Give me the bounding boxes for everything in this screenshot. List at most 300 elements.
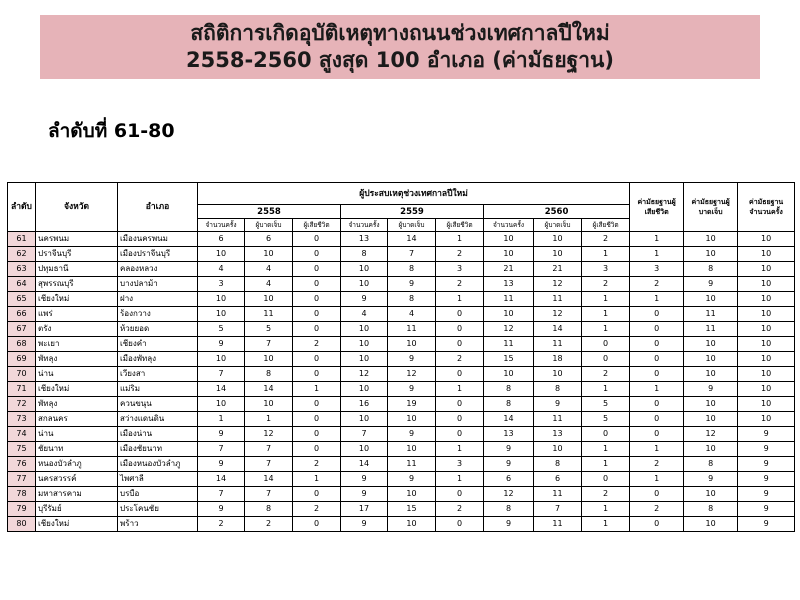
cell-value: 10 [388,412,436,427]
cell-district: ฝาง [118,292,198,307]
cell-value: 10 [684,367,738,382]
cell-district: ไพศาลี [118,472,198,487]
cell-province: ปทุมธานี [36,262,118,277]
cell-value: 0 [293,247,341,262]
cell-value: 10 [684,487,738,502]
table-row [8,517,795,532]
cell-value: 14 [484,412,534,427]
cell-value: 0 [293,397,341,412]
cell-value: 1 [582,307,630,322]
cell-value: 5 [582,397,630,412]
cell-value: 0 [582,427,630,442]
table-row [8,427,795,442]
cell-value: 10 [738,292,795,307]
cell-value: 16 [341,397,388,412]
cell-value: 2 [293,502,341,517]
cell-value: 10 [388,442,436,457]
cell-value: 8 [684,502,738,517]
cell-value: 10 [684,442,738,457]
cell-value: 8 [684,457,738,472]
cell-value: 9 [388,277,436,292]
cell-rank: 79 [8,502,36,517]
cell-value: 10 [484,247,534,262]
cell-value: 0 [293,517,341,532]
cell-value: 0 [293,322,341,337]
table-row [8,487,795,502]
cell-value: 1 [630,292,684,307]
cell-value: 0 [630,487,684,502]
cell-district: เมืองพัทลุง [118,352,198,367]
cell-value: 12 [245,427,293,442]
cell-district: เมืองหนองบัวลำภู [118,457,198,472]
cell-value: 10 [738,247,795,262]
cell-value: 0 [630,367,684,382]
cell-value: 9 [388,427,436,442]
cell-value: 7 [245,442,293,457]
cell-value: 0 [436,412,484,427]
cell-value: 9 [198,502,245,517]
cell-value: 0 [293,487,341,502]
cell-district: บางปลาม้า [118,277,198,292]
cell-district: ประโคนชัย [118,502,198,517]
cell-value: 2 [582,487,630,502]
cell-value: 10 [684,397,738,412]
cell-value: 12 [341,367,388,382]
cell-value: 2 [436,247,484,262]
cell-value: 1 [582,442,630,457]
cell-value: 12 [534,307,582,322]
table-row [8,382,795,397]
cell-value: 1 [630,232,684,247]
cell-value: 9 [684,277,738,292]
cell-province: หนองบัวลำภู [36,457,118,472]
cell-value: 10 [341,442,388,457]
cell-value: 3 [436,262,484,277]
cell-value: 11 [388,457,436,472]
cell-value: 5 [198,322,245,337]
cell-value: 10 [245,352,293,367]
cell-value: 9 [388,472,436,487]
header-year: 2558 [198,205,341,219]
cell-province: สกลนคร [36,412,118,427]
cell-value: 1 [436,292,484,307]
cell-value: 10 [198,352,245,367]
cell-value: 11 [534,517,582,532]
cell-province: น่าน [36,427,118,442]
cell-province: นครสวรรค์ [36,472,118,487]
cell-value: 10 [245,292,293,307]
cell-value: 10 [198,397,245,412]
cell-value: 9 [684,472,738,487]
cell-rank: 61 [8,232,36,247]
cell-value: 9 [484,517,534,532]
cell-value: 14 [341,457,388,472]
cell-value: 10 [738,232,795,247]
cell-province: นครพนม [36,232,118,247]
cell-value: 1 [582,247,630,262]
cell-district: ร้องกวาง [118,307,198,322]
cell-value: 9 [341,292,388,307]
header-sub-deaths: ผู้เสียชีวิต [293,219,341,232]
header-sub-injured: ผู้บาดเจ็บ [388,219,436,232]
cell-value: 8 [684,262,738,277]
cell-value: 0 [436,487,484,502]
cell-value: 10 [738,382,795,397]
cell-value: 10 [484,367,534,382]
header-median-count: ค่ามัธยฐานจำนวนครั้ง [738,183,795,232]
cell-value: 10 [684,412,738,427]
cell-value: 10 [341,352,388,367]
cell-value: 0 [293,232,341,247]
header-median-deaths: ค่ามัธยฐานผู้เสียชีวิต [630,183,684,232]
cell-value: 0 [293,442,341,457]
cell-value: 10 [341,277,388,292]
cell-value: 10 [198,307,245,322]
cell-value: 1 [582,457,630,472]
cell-value: 0 [293,352,341,367]
cell-province: พัทลุง [36,352,118,367]
cell-value: 11 [245,307,293,322]
cell-province: เชียงใหม่ [36,382,118,397]
cell-value: 14 [245,382,293,397]
cell-rank: 62 [8,247,36,262]
cell-value: 14 [534,322,582,337]
cell-value: 10 [341,337,388,352]
table-row [8,307,795,322]
header-group: ผู้ประสบเหตุช่วงเทศกาลปีใหม่ [198,183,630,205]
table-row [8,367,795,382]
cell-district: บรบือ [118,487,198,502]
cell-value: 13 [341,232,388,247]
cell-province: ชัยนาท [36,442,118,457]
cell-value: 2 [436,277,484,292]
cell-value: 2 [582,277,630,292]
cell-value: 4 [245,262,293,277]
title-line-2: 2558-2560 สูงสุด 100 อำเภอ (ค่ามัธยฐาน) [186,48,614,72]
cell-rank: 80 [8,517,36,532]
cell-value: 8 [341,247,388,262]
rank-range-heading: ลำดับที่ 61-80 [48,120,175,142]
cell-value: 10 [738,307,795,322]
cell-value: 9 [738,427,795,442]
cell-district: แม่ริม [118,382,198,397]
cell-value: 3 [436,457,484,472]
cell-value: 8 [388,292,436,307]
cell-value: 1 [630,382,684,397]
header-sub-injured: ผู้บาดเจ็บ [245,219,293,232]
table-row [8,352,795,367]
header-province: จังหวัด [36,183,118,232]
cell-value: 21 [484,262,534,277]
cell-value: 11 [388,322,436,337]
cell-district: สว่างแดนดิน [118,412,198,427]
table-row [8,277,795,292]
cell-rank: 65 [8,292,36,307]
cell-rank: 70 [8,367,36,382]
header-district: อำเภอ [118,183,198,232]
cell-value: 0 [630,517,684,532]
cell-value: 9 [738,457,795,472]
cell-value: 0 [293,277,341,292]
cell-value: 10 [684,337,738,352]
cell-value: 10 [738,352,795,367]
cell-value: 2 [436,352,484,367]
cell-value: 10 [534,247,582,262]
cell-rank: 73 [8,412,36,427]
cell-value: 1 [436,442,484,457]
cell-value: 9 [484,442,534,457]
cell-value: 0 [630,307,684,322]
cell-value: 1 [630,442,684,457]
cell-value: 9 [484,457,534,472]
header-median-injured: ค่ามัธยฐานผู้บาดเจ็บ [684,183,738,232]
cell-value: 3 [198,277,245,292]
cell-value: 10 [738,367,795,382]
cell-value: 1 [582,517,630,532]
cell-value: 10 [684,232,738,247]
cell-value: 9 [738,442,795,457]
cell-value: 9 [738,472,795,487]
cell-value: 1 [245,412,293,427]
cell-value: 10 [534,442,582,457]
cell-value: 7 [198,487,245,502]
header-sub-count: จำนวนครั้ง [341,219,388,232]
table-row [8,457,795,472]
cell-value: 9 [198,427,245,442]
cell-value: 9 [198,457,245,472]
table-row [8,397,795,412]
cell-value: 5 [582,412,630,427]
cell-province: แพร่ [36,307,118,322]
cell-value: 8 [534,457,582,472]
cell-value: 10 [534,232,582,247]
cell-value: 11 [534,487,582,502]
table-row [8,502,795,517]
cell-value: 0 [436,367,484,382]
cell-district: เวียงสา [118,367,198,382]
cell-value: 14 [245,472,293,487]
table-row [8,472,795,487]
cell-value: 6 [484,472,534,487]
cell-value: 6 [245,232,293,247]
cell-value: 10 [738,397,795,412]
cell-value: 7 [198,442,245,457]
table-row [8,442,795,457]
cell-value: 10 [388,337,436,352]
cell-value: 3 [582,262,630,277]
cell-value: 9 [738,487,795,502]
cell-rank: 76 [8,457,36,472]
cell-value: 2 [630,502,684,517]
cell-value: 12 [388,367,436,382]
cell-rank: 63 [8,262,36,277]
cell-province: พะเยา [36,337,118,352]
cell-value: 0 [582,472,630,487]
cell-value: 9 [738,502,795,517]
cell-value: 1 [436,472,484,487]
cell-value: 0 [582,352,630,367]
cell-value: 10 [484,307,534,322]
cell-value: 10 [341,382,388,397]
cell-value: 8 [484,382,534,397]
cell-value: 10 [684,352,738,367]
cell-value: 9 [738,517,795,532]
cell-value: 1 [630,472,684,487]
cell-value: 0 [630,412,684,427]
cell-value: 0 [293,292,341,307]
cell-value: 7 [341,427,388,442]
cell-value: 4 [198,262,245,277]
cell-value: 11 [534,412,582,427]
cell-value: 10 [388,487,436,502]
cell-value: 14 [198,472,245,487]
cell-value: 0 [436,397,484,412]
table-body [8,232,795,532]
cell-value: 14 [198,382,245,397]
cell-value: 10 [484,232,534,247]
cell-value: 0 [630,352,684,367]
title-banner [40,15,760,79]
cell-value: 0 [436,337,484,352]
cell-value: 2 [245,517,293,532]
cell-value: 10 [684,247,738,262]
cell-value: 2 [630,277,684,292]
cell-value: 10 [341,412,388,427]
cell-value: 17 [341,502,388,517]
cell-value: 10 [684,517,738,532]
header-sub-count: จำนวนครั้ง [484,219,534,232]
header-sub-deaths: ผู้เสียชีวิต [582,219,630,232]
cell-value: 0 [293,427,341,442]
cell-value: 14 [388,232,436,247]
cell-value: 0 [630,322,684,337]
cell-value: 11 [484,292,534,307]
cell-value: 13 [484,427,534,442]
cell-value: 12 [684,427,738,442]
cell-value: 11 [484,337,534,352]
cell-value: 3 [630,262,684,277]
header-sub-count: จำนวนครั้ง [198,219,245,232]
cell-value: 10 [738,322,795,337]
cell-province: มหาสารคาม [36,487,118,502]
cell-rank: 74 [8,427,36,442]
cell-value: 15 [388,502,436,517]
cell-value: 7 [388,247,436,262]
cell-value: 1 [582,322,630,337]
cell-value: 12 [484,322,534,337]
cell-value: 1 [436,382,484,397]
cell-value: 12 [484,487,534,502]
cell-value: 1 [582,502,630,517]
cell-province: น่าน [36,367,118,382]
cell-value: 21 [534,262,582,277]
cell-value: 8 [484,502,534,517]
cell-value: 10 [388,517,436,532]
table-row [8,232,795,247]
cell-value: 2 [293,457,341,472]
cell-value: 8 [388,262,436,277]
cell-value: 10 [738,412,795,427]
cell-value: 1 [436,232,484,247]
cell-value: 13 [484,277,534,292]
cell-value: 0 [630,337,684,352]
table-row [8,247,795,262]
cell-value: 1 [582,382,630,397]
header-year: 2559 [341,205,484,219]
cell-value: 1 [630,247,684,262]
header-sub-deaths: ผู้เสียชีวิต [436,219,484,232]
cell-value: 11 [684,322,738,337]
accident-statistics-table [7,182,795,532]
cell-value: 0 [293,412,341,427]
cell-value: 10 [684,292,738,307]
cell-value: 9 [341,472,388,487]
cell-value: 10 [341,322,388,337]
cell-value: 2 [582,232,630,247]
cell-value: 0 [293,262,341,277]
cell-value: 2 [198,517,245,532]
cell-value: 0 [582,337,630,352]
cell-rank: 75 [8,442,36,457]
cell-rank: 78 [8,487,36,502]
cell-value: 4 [388,307,436,322]
header-sub-injured: ผู้บาดเจ็บ [534,219,582,232]
cell-value: 8 [245,502,293,517]
cell-district: เมืองชัยนาท [118,442,198,457]
cell-value: 7 [245,487,293,502]
cell-value: 1 [293,472,341,487]
cell-value: 8 [484,397,534,412]
cell-value: 19 [388,397,436,412]
cell-value: 1 [198,412,245,427]
cell-value: 0 [436,427,484,442]
cell-value: 9 [388,352,436,367]
cell-district: เมืองน่าน [118,427,198,442]
cell-rank: 72 [8,397,36,412]
table-row [8,337,795,352]
cell-value: 7 [245,337,293,352]
cell-value: 1 [293,382,341,397]
cell-value: 2 [293,337,341,352]
cell-value: 2 [630,457,684,472]
cell-district: คลองหลวง [118,262,198,277]
cell-rank: 67 [8,322,36,337]
cell-district: ควนขนุน [118,397,198,412]
cell-province: เชียงใหม่ [36,292,118,307]
cell-rank: 71 [8,382,36,397]
cell-value: 11 [534,292,582,307]
cell-province: บุรีรัมย์ [36,502,118,517]
cell-province: เชียงใหม่ [36,517,118,532]
cell-value: 2 [436,502,484,517]
cell-value: 0 [293,307,341,322]
cell-value: 0 [436,307,484,322]
cell-province: ตรัง [36,322,118,337]
cell-value: 7 [245,457,293,472]
cell-value: 6 [198,232,245,247]
cell-value: 2 [582,367,630,382]
cell-value: 9 [534,397,582,412]
cell-value: 10 [738,277,795,292]
cell-value: 8 [245,367,293,382]
cell-value: 4 [245,277,293,292]
cell-province: สุพรรณบุรี [36,277,118,292]
table-row [8,292,795,307]
cell-value: 12 [534,277,582,292]
cell-district: ห้วยยอด [118,322,198,337]
cell-value: 10 [341,262,388,277]
cell-value: 10 [198,292,245,307]
